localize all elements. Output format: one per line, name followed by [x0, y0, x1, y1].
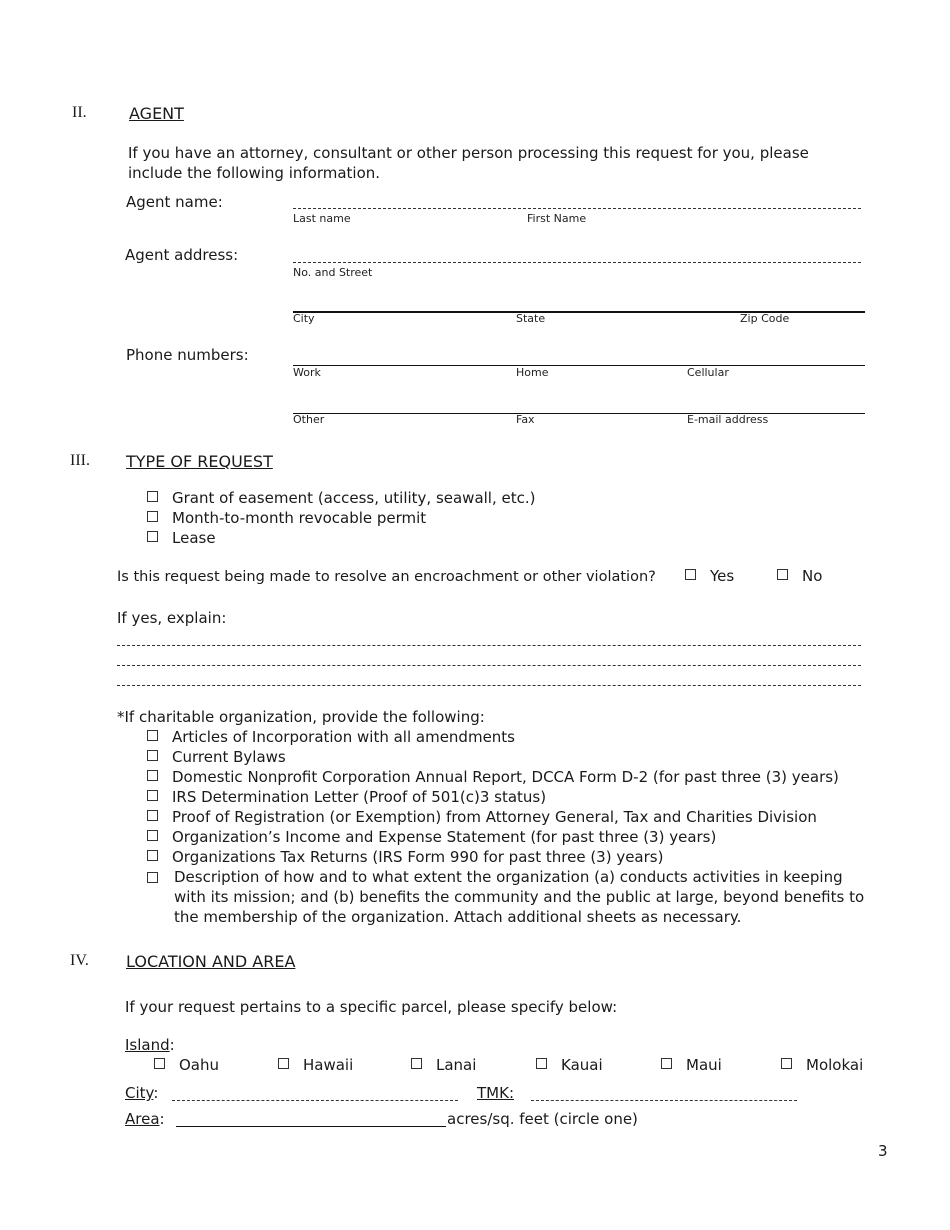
checkbox-icon[interactable] — [147, 750, 158, 761]
option-label: Month-to-month revocable permit — [172, 509, 427, 527]
island-kauai[interactable] — [536, 1056, 603, 1074]
checkbox-icon[interactable] — [661, 1058, 672, 1069]
island-option-label: Kauai — [561, 1056, 603, 1074]
island-option-label: Molokai — [806, 1056, 864, 1074]
section-ii-title: AGENT — [129, 104, 184, 123]
checkbox-icon[interactable] — [411, 1058, 422, 1069]
island-option-label: Hawaii — [303, 1056, 354, 1074]
section-iii-numeral: III. — [70, 452, 90, 469]
charitable-item[interactable] — [147, 828, 716, 846]
section-iii-title: TYPE OF REQUEST — [126, 452, 273, 471]
option-lease[interactable] — [147, 529, 216, 547]
encroachment-no[interactable] — [777, 567, 822, 585]
page-number: 3 — [878, 1142, 888, 1160]
city-label-wrap — [125, 1084, 158, 1102]
fax-caption: Fax — [516, 413, 535, 426]
agent-intro-line1: If you have an attorney, consultant or other person processing this request for you, please — [128, 144, 809, 162]
island-hawaii[interactable] — [278, 1056, 353, 1074]
encroachment-question: Is this request being made to resolve an encroachment or other violation? — [117, 569, 656, 585]
checkbox-icon[interactable] — [147, 531, 158, 542]
email-caption: E-mail address — [687, 413, 769, 426]
encroachment-yes[interactable] — [685, 567, 734, 585]
street-caption: No. and Street — [293, 266, 373, 279]
checkbox-icon[interactable] — [536, 1058, 547, 1069]
checkbox-icon[interactable] — [147, 730, 158, 741]
area-input-line[interactable] — [176, 1126, 446, 1127]
checkbox-icon[interactable] — [147, 830, 158, 841]
explain-label: If yes, explain: — [117, 609, 227, 627]
charitable-item-label: Domestic Nonprofit Corporation Annual Report, DCCA Form D-2 (for past three (3) years) — [172, 768, 839, 786]
area-label-wrap — [125, 1110, 165, 1128]
checkbox-icon[interactable] — [147, 810, 158, 821]
cellular-caption: Cellular — [687, 366, 729, 379]
state-caption: State — [516, 312, 546, 325]
phone-row2-field[interactable] — [293, 413, 865, 414]
description-item: Description of how and to what extent the organization (a) conducts activities in keeping with its mission; and (b) benefits the community and the public at large, beyond benefits to the membership of the organization. Attach additional sheets as necessary. — [174, 868, 865, 926]
checkbox-icon[interactable] — [777, 569, 788, 580]
checkbox-icon[interactable] — [147, 790, 158, 801]
island-maui[interactable] — [661, 1056, 722, 1074]
section-ii-numeral: II. — [72, 104, 87, 121]
charitable-item[interactable] — [147, 808, 817, 826]
checkbox-icon[interactable] — [154, 1058, 165, 1069]
explain-line-1[interactable] — [117, 645, 861, 646]
tmk-input-line[interactable] — [531, 1100, 797, 1101]
checkbox-icon[interactable] — [147, 850, 158, 861]
area-label: Area — [125, 1110, 160, 1128]
section-iv-numeral: IV. — [70, 952, 89, 969]
city-input-line[interactable] — [172, 1100, 458, 1101]
charitable-item[interactable] — [147, 748, 286, 766]
yes-label: Yes — [710, 567, 735, 585]
explain-line-3[interactable] — [117, 685, 861, 686]
first-name-caption: First Name — [527, 212, 587, 225]
island-option-label: Maui — [686, 1056, 722, 1074]
last-name-caption: Last name — [293, 212, 351, 225]
checkbox-icon[interactable] — [147, 770, 158, 781]
city-label: City — [125, 1084, 154, 1102]
checkbox-icon[interactable] — [147, 491, 158, 502]
charitable-item[interactable] — [147, 848, 663, 866]
section-iv-title: LOCATION AND AREA — [126, 952, 296, 971]
explain-line-2[interactable] — [117, 665, 861, 666]
island-option-label: Oahu — [179, 1056, 220, 1074]
phone-row1-field[interactable] — [293, 365, 865, 366]
charitable-item-label: Organization’s Income and Expense Statement (for past three (3) years) — [172, 828, 717, 846]
city-caption: City — [293, 312, 315, 325]
island-label-wrap — [125, 1036, 175, 1054]
island-oahu[interactable] — [154, 1056, 219, 1074]
charitable-item-label: Articles of Incorporation with all amendments — [172, 728, 516, 746]
area-colon: : — [159, 1110, 165, 1128]
island-option-label: Lanai — [436, 1056, 477, 1074]
charitable-item-label: Organizations Tax Returns (IRS Form 990 for past three (3) years) — [172, 848, 664, 866]
charitable-item[interactable] — [147, 768, 839, 786]
island-molokai[interactable] — [781, 1056, 863, 1074]
option-label: Lease — [172, 529, 216, 547]
option-easement[interactable] — [147, 489, 536, 507]
charitable-item-label: Current Bylaws — [172, 748, 286, 766]
option-label: Grant of easement (access, utility, seawall, etc.) — [172, 489, 536, 507]
location-intro: If your request pertains to a specific parcel, please specify below: — [125, 998, 618, 1016]
island-lanai[interactable] — [411, 1056, 476, 1074]
agent-intro-line2: include the following information. — [128, 164, 381, 182]
phone-numbers-label: Phone numbers: — [126, 346, 249, 364]
checkbox-icon[interactable] — [781, 1058, 792, 1069]
city-colon: : — [153, 1084, 159, 1102]
agent-name-field[interactable] — [293, 208, 861, 209]
island-colon: : — [169, 1036, 175, 1054]
tmk-label: TMK: — [477, 1084, 514, 1102]
charitable-intro: *If charitable organization, provide the following: — [117, 708, 485, 726]
zip-caption: Zip Code — [740, 312, 790, 325]
checkbox-icon[interactable] — [685, 569, 696, 580]
checkbox-icon[interactable] — [147, 872, 158, 883]
agent-address-label: Agent address: — [125, 246, 239, 264]
checkbox-icon[interactable] — [147, 511, 158, 522]
island-label: Island — [125, 1036, 170, 1054]
area-suffix: acres/sq. feet (circle one) — [447, 1110, 638, 1128]
work-caption: Work — [293, 366, 321, 379]
charitable-item[interactable] — [147, 728, 515, 746]
other-caption: Other — [293, 413, 325, 426]
checkbox-icon[interactable] — [278, 1058, 289, 1069]
agent-name-label: Agent name: — [126, 193, 223, 211]
option-revocable-permit[interactable] — [147, 509, 426, 527]
home-caption: Home — [516, 366, 549, 379]
street-field[interactable] — [293, 262, 861, 263]
charitable-item-label: Proof of Registration (or Exemption) from Attorney General, Tax and Charities Division — [172, 808, 817, 826]
charitable-item[interactable] — [147, 788, 546, 806]
charitable-item-label: IRS Determination Letter (Proof of 501(c)3 status) — [172, 788, 547, 806]
no-label: No — [802, 567, 823, 585]
